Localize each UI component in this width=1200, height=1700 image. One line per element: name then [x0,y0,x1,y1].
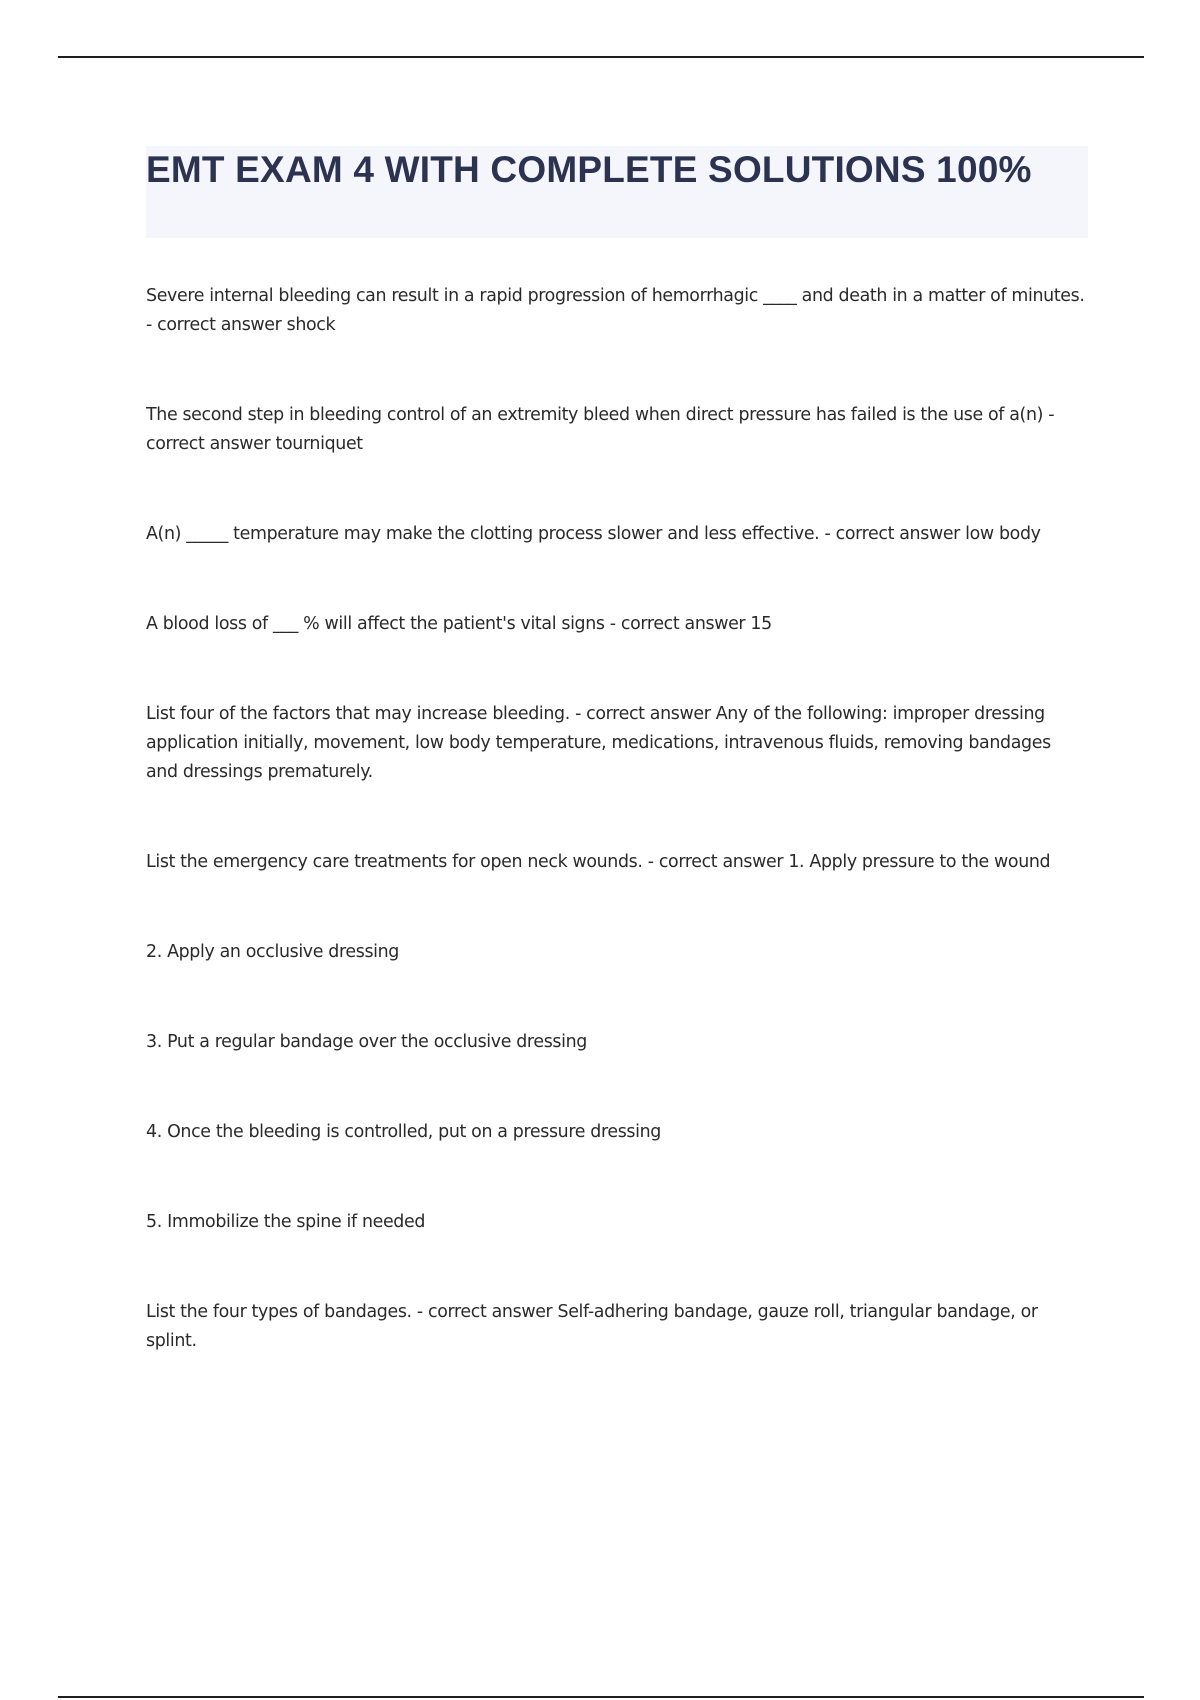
qa-entry-6: List the emergency care treatments for open neck wounds. - correct answer 1. Apply pressure to the wound [146,852,1051,872]
qa-entry-3: A(n) _____ temperature may make the clotting process slower and less effective. - correct answer low body [146,524,1041,544]
qa-entry-10: 5. Immobilize the spine if needed [146,1212,426,1232]
qa-entry-11: List the four types of bandages. - correct answer Self-adhering bandage, gauze roll, triangular bandage, or splint. [146,1302,1038,1351]
qa-entry-5: List four of the factors that may increase bleeding. - correct answer Any of the following: improper dressing application initially, movement, low body temperature, medications, intravenous fluids, removing bandages and dressings prematurely. [146,704,1051,782]
document-body [146,282,1086,1356]
header-rule [58,56,1144,58]
qa-entry-9: 4. Once the bleeding is controlled, put on a pressure dressing [146,1122,661,1142]
document-title: EMT EXAM 4 WITH COMPLETE SOLUTIONS 100% [146,149,1032,190]
footer-rule [58,1696,1144,1698]
qa-entry-2: The second step in bleeding control of an extremity bleed when direct pressure has failed is the use of a(n) - correct answer tourniquet [146,405,1055,454]
qa-entry-8: 3. Put a regular bandage over the occlusive dressing [146,1032,587,1052]
qa-entry-1: Severe internal bleeding can result in a rapid progression of hemorrhagic ____ and death in a matter of minutes. - correct answer shock [146,286,1085,335]
title-banner [146,146,1088,238]
qa-entry-4: A blood loss of ___ % will affect the patient's vital signs - correct answer 15 [146,614,772,634]
qa-entry-7: 2. Apply an occlusive dressing [146,942,400,962]
